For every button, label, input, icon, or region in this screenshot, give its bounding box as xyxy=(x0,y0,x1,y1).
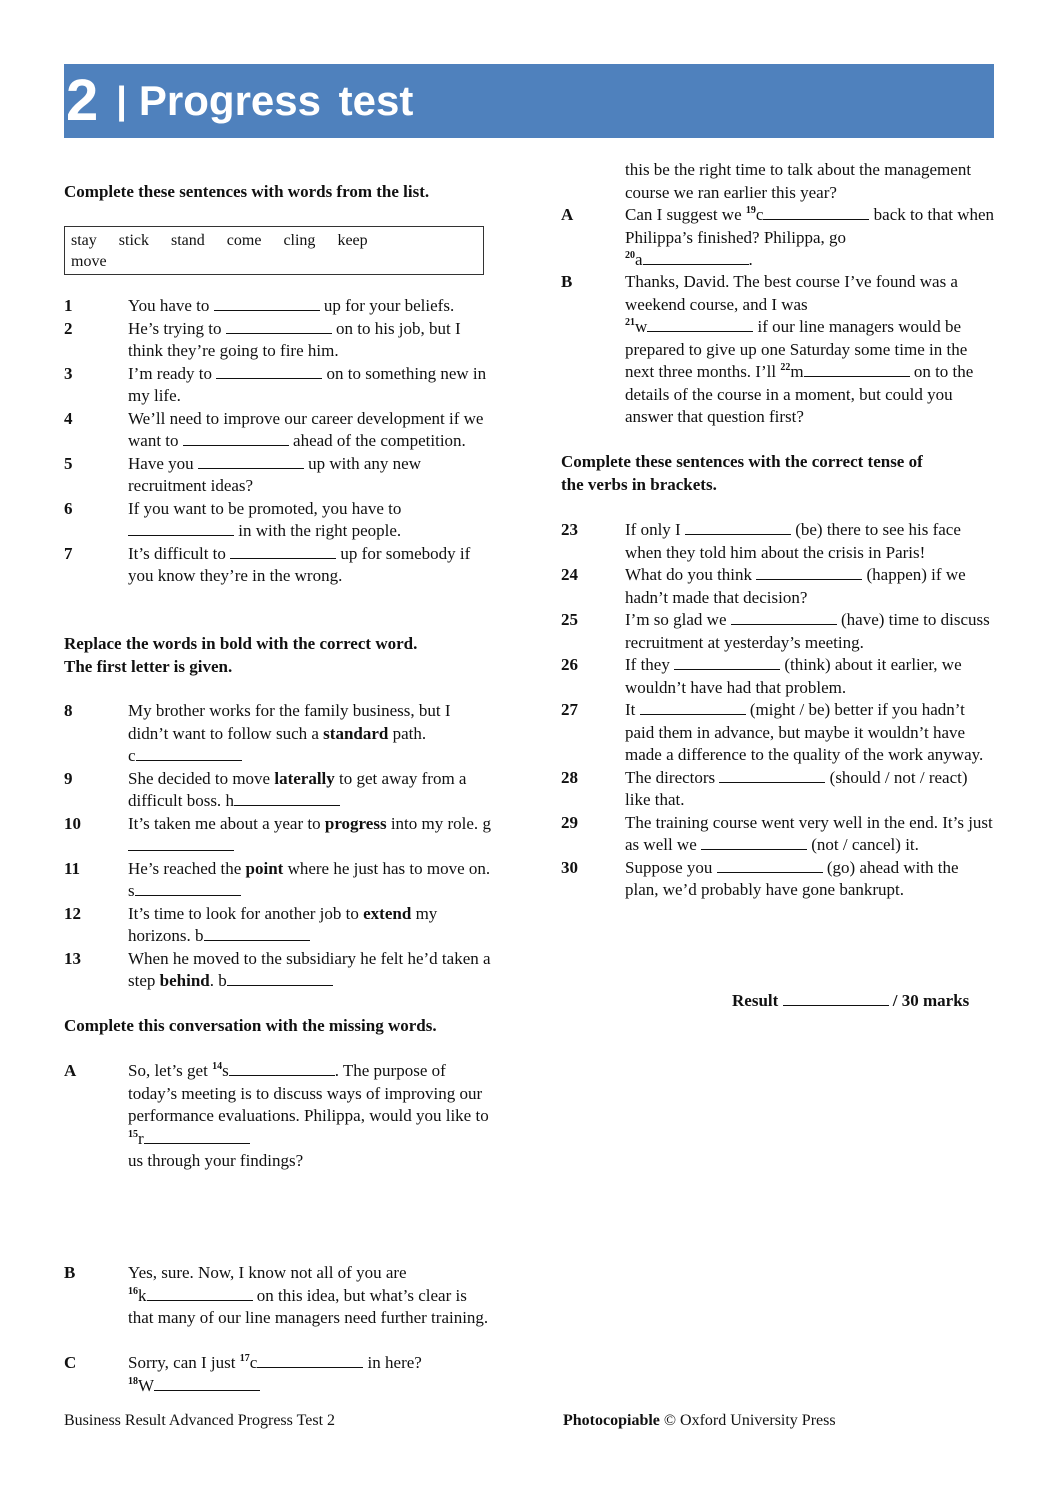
dialogue-c1-continued: this be the right time to talk about the management course we ran earlier this year? xyxy=(625,160,972,202)
question-item: 6 If you want to be promoted, you have to in with the right people. xyxy=(64,498,402,540)
answer-blank[interactable] xyxy=(147,1285,253,1301)
answer-blank[interactable] xyxy=(226,318,332,334)
dialogue-a2: A Can I suggest we $^{19}$c back to that when Philippa’s finished? Philippa, go $^{20}$a . xyxy=(561,205,995,269)
dialogue-a1: A So, let’s get $^{14}$s . The purpose of today’s meeting is to discuss ways of improving our performance evaluations. Philippa, would you like to $^{15}$r us through your findings? xyxy=(64,1061,489,1170)
section4-items xyxy=(561,519,995,902)
question-item: 29 The training course went very well in the end. It’s just as well we (not / cancel) it. xyxy=(561,812,993,854)
answer-blank[interactable] xyxy=(763,204,869,220)
word-item: stay xyxy=(71,232,97,249)
answer-blank[interactable] xyxy=(183,430,289,446)
question-item: 13 When he moved to the subsidiary he felt he’d taken a step behind. b xyxy=(64,948,491,990)
answer-blank[interactable] xyxy=(804,361,910,377)
question-item: 3 I’m ready to on to something new in my life. xyxy=(64,363,487,405)
answer-blank[interactable] xyxy=(229,1060,335,1076)
section3-instruction: Complete this conversation with the missing words. xyxy=(64,1016,437,1035)
word-item: come xyxy=(226,232,262,249)
question-item: 9 She decided to move laterally to get away from a difficult boss. h xyxy=(64,768,467,810)
answer-blank[interactable] xyxy=(230,543,336,559)
word-item: move xyxy=(71,253,107,270)
section2-instruction: Replace the words in bold with the correct word. The first letter is given. xyxy=(64,634,418,676)
answer-blank[interactable] xyxy=(701,834,807,850)
page-header xyxy=(64,64,994,138)
answer-blank[interactable] xyxy=(643,249,749,265)
answer-blank[interactable] xyxy=(717,857,823,873)
question-item: 27 It (might / be) better if you hadn’t paid them in advance, but maybe it wouldn’t have made a difference to the quality of the work anyway. xyxy=(561,700,984,764)
question-item: 11 He’s reached the point where he just has to move on. s xyxy=(64,858,491,900)
word-item: stick xyxy=(118,232,149,249)
answer-blank[interactable] xyxy=(136,745,242,761)
footer-right: Photocopiable © Oxford University Press xyxy=(563,1412,836,1429)
answer-blank[interactable] xyxy=(731,609,837,625)
question-item: 1 You have to up for your beliefs. xyxy=(64,296,455,315)
answer-blank[interactable] xyxy=(198,453,304,469)
question-item: 25 I’m so glad we (have) time to discuss recruitment at yesterday’s meeting. xyxy=(561,610,990,652)
answer-blank[interactable] xyxy=(640,699,746,715)
dialogue-b2: B Thanks, David. The best course I’ve found was a weekend course, and I was $^{21}$w if our line managers would be prepared to give up one Saturday some time in the next three months. I’ll $^{22}$m on to the details of the course in a moment, but could you answer that question first? xyxy=(561,272,974,426)
question-item: 8 My brother works for the family business, but I didn’t want to follow such a standard path. c xyxy=(64,701,451,765)
answer-blank[interactable] xyxy=(128,520,234,536)
answer-blank[interactable] xyxy=(135,880,241,896)
answer-blank[interactable] xyxy=(214,295,320,311)
answer-blank[interactable] xyxy=(719,767,825,783)
question-item: 23 If only I (be) there to see his face when they told him about the crisis in Paris! xyxy=(561,520,961,562)
page-title: Progress test xyxy=(138,77,414,124)
result-blank[interactable] xyxy=(783,990,889,1006)
answer-blank[interactable] xyxy=(154,1375,260,1391)
answer-blank[interactable] xyxy=(216,363,322,379)
header-separator: | xyxy=(116,79,127,122)
answer-blank[interactable] xyxy=(647,316,753,332)
answer-blank[interactable] xyxy=(144,1128,250,1144)
answer-blank[interactable] xyxy=(128,835,234,851)
answer-blank[interactable] xyxy=(257,1352,363,1368)
question-item: 30 Suppose you (go) ahead with the plan, we’d probably have gone bankrupt. xyxy=(561,857,959,899)
question-item: 5 Have you up with any new recruitment ideas? xyxy=(64,453,421,495)
footer-left: Business Result Advanced Progress Test 2 xyxy=(64,1412,336,1429)
word-item: keep xyxy=(337,232,368,249)
question-item: 24 What do you think (happen) if we hadn’t made that decision? xyxy=(561,565,966,607)
section1-items xyxy=(64,295,494,588)
dialogue-c1: C Sorry, can I just $^{17}$c in here? $^{18}$W xyxy=(64,1353,422,1395)
word-list-box xyxy=(64,226,484,275)
answer-blank[interactable] xyxy=(234,790,340,806)
question-item: 26 If they (think) about it earlier, we wouldn’t have had that problem. xyxy=(561,655,962,697)
question-item: 7 It’s difficult to up for somebody if you know they’re in the wrong. xyxy=(64,543,471,585)
section2-items xyxy=(64,700,494,993)
answer-blank[interactable] xyxy=(674,654,780,670)
question-item: 10 It’s taken me about a year to progress into my role. g xyxy=(64,813,494,858)
answer-blank[interactable] xyxy=(227,970,333,986)
question-item: 12 It’s time to look for another job to extend my horizons. b xyxy=(64,903,438,945)
question-item: 2 He’s trying to on to his job, but I think they’re going to fire him. xyxy=(64,318,461,360)
answer-blank[interactable] xyxy=(685,519,791,535)
word-item: cling xyxy=(283,232,316,249)
section1-instruction: Complete these sentences with words from the list. xyxy=(64,182,430,201)
word-item: stand xyxy=(171,232,205,249)
question-item: 4 We’ll need to improve our career development if we want to ahead of the competition. xyxy=(64,408,484,450)
section4-instruction: Complete these sentences with the correct tense of the verbs in brackets. xyxy=(561,452,923,494)
result-line: Result / 30 marks xyxy=(732,991,970,1010)
test-number: 2 xyxy=(66,68,99,133)
answer-blank[interactable] xyxy=(204,925,310,941)
answer-blank[interactable] xyxy=(756,564,862,580)
dialogue-b1: B Yes, sure. Now, I know not all of you are $^{16}$k on this idea, but what’s clear is that many of our line managers need further training. xyxy=(64,1263,489,1327)
question-item: 28 The directors (should / not / react) like that. xyxy=(561,767,968,809)
